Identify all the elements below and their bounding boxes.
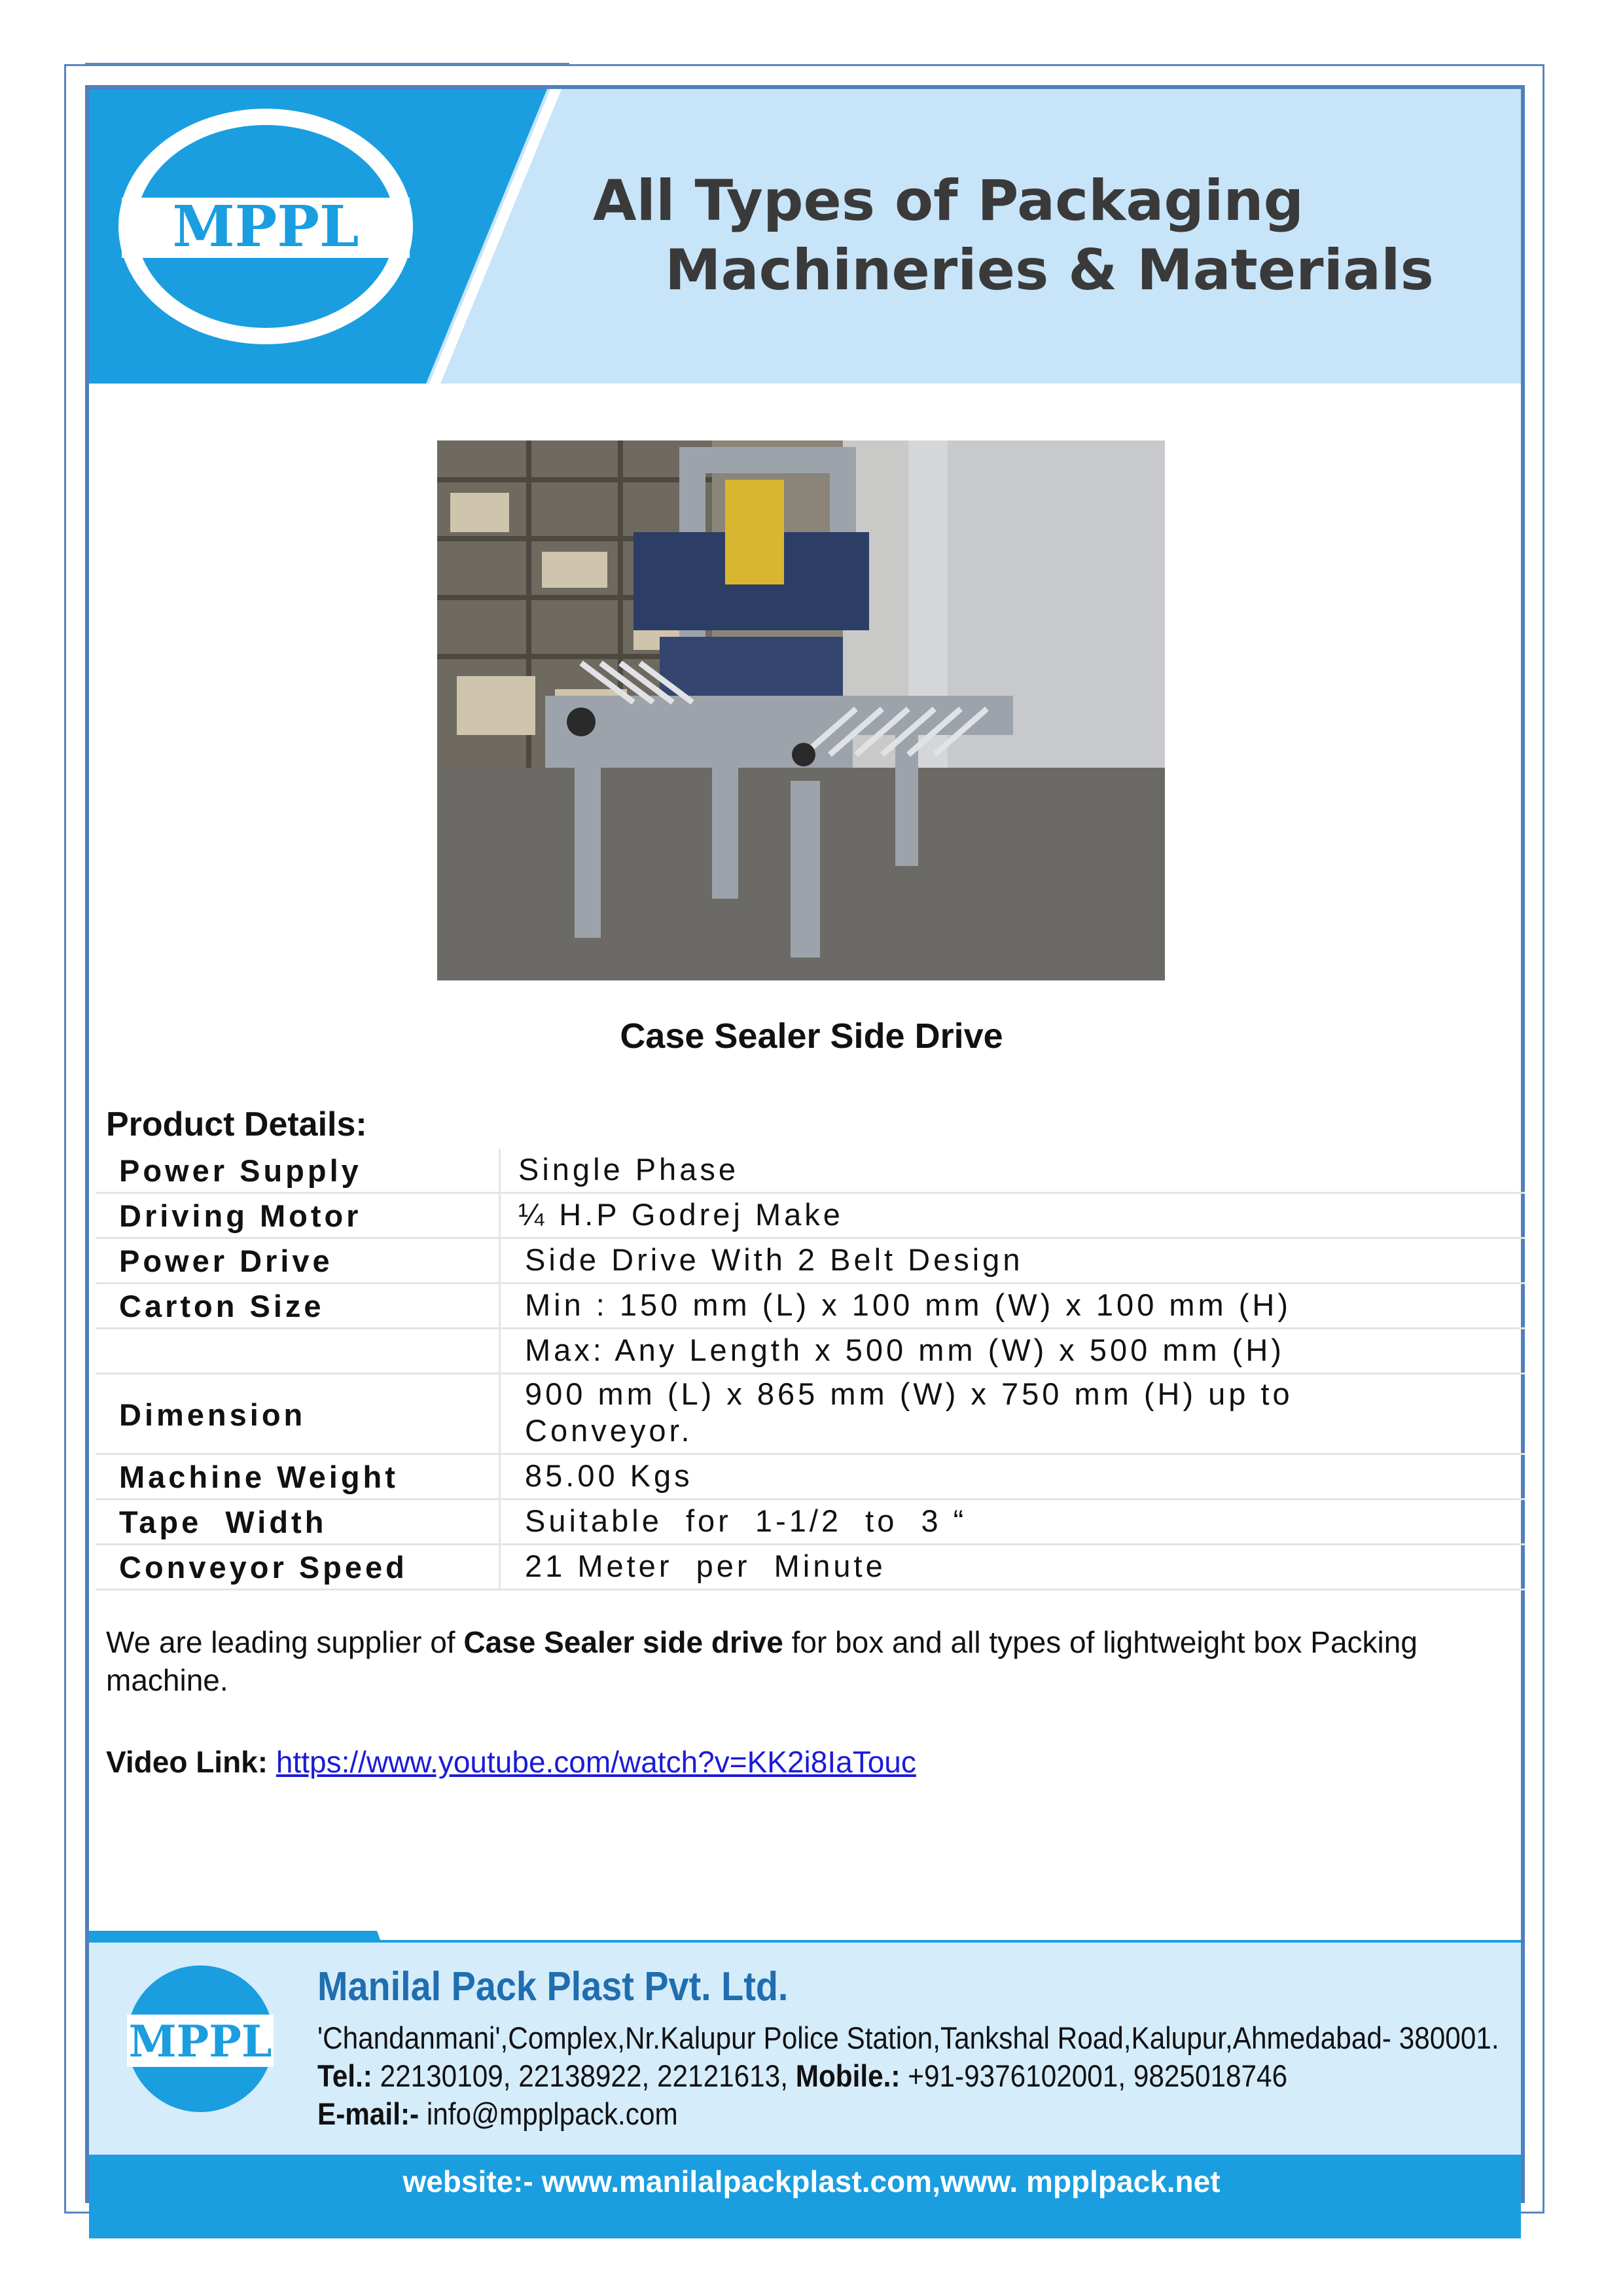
email-address[interactable]: info@mpplpack.com xyxy=(419,2096,678,2131)
page-inner-border xyxy=(85,85,1525,2203)
spec-row-power-supply xyxy=(96,1149,1525,1194)
spec-label: Power Supply xyxy=(119,1153,362,1188)
spec-label: Machine Weight xyxy=(119,1460,399,1494)
product-description xyxy=(106,1623,1513,1699)
spec-label: Dimension xyxy=(119,1397,306,1432)
spec-row-machine-weight xyxy=(96,1455,1525,1500)
description-product-name: Case Sealer side drive xyxy=(463,1625,783,1659)
description-prefix: We are leading supplier of xyxy=(106,1625,464,1659)
tel-label: Tel.: xyxy=(317,2058,372,2093)
spec-value: Side Drive With 2 Belt Design xyxy=(525,1242,1024,1277)
product-name: Case Sealer Side Drive xyxy=(620,1016,1003,1056)
header-title-line1: All Types of Packaging xyxy=(593,168,1304,234)
company-name: Manilal Pack Plast Pvt. Ltd. xyxy=(317,1964,789,2009)
tel-numbers: 22130109, 22138922, 22121613, xyxy=(372,2058,796,2093)
specs-table xyxy=(96,1149,1525,1590)
product-details-heading: Product Details: xyxy=(106,1105,367,1143)
website-text[interactable]: website:- www.manilalpackplast.com,www. mpplpack.net xyxy=(402,2164,1221,2198)
description-suffix: for box and all types of lightweight box Packing machine. xyxy=(106,1625,1418,1697)
spec-value: 85.00 Kgs xyxy=(525,1458,693,1493)
spec-value: Single Phase xyxy=(518,1152,739,1187)
logo-text: MPPL xyxy=(172,194,359,260)
spec-label: Carton Size xyxy=(119,1289,325,1323)
email-label: E-mail:- xyxy=(317,2096,419,2131)
spec-label: Tape Width xyxy=(119,1505,327,1539)
spec-row-conveyor-speed xyxy=(96,1545,1525,1590)
spec-row-tape-width xyxy=(96,1500,1525,1545)
header-banner xyxy=(89,89,1521,384)
video-link-line xyxy=(106,1744,916,1780)
company-email xyxy=(317,2096,678,2132)
video-link[interactable]: https://www.youtube.com/watch?v=KK2i8IaTouc xyxy=(276,1745,916,1779)
spec-label: Power Drive xyxy=(119,1244,333,1278)
footer-logo-text: MPPL xyxy=(128,2016,272,2067)
spec-row-carton-size-min xyxy=(96,1284,1525,1329)
company-address: 'Chandanmani',Complex,Nr.Kalupur Police Station,Tankshal Road,Kalupur,Ahmedabad- 380001. xyxy=(317,2020,1499,2055)
spec-value: Suitable for 1-1/2 to 3 “ xyxy=(525,1503,967,1538)
spec-value: Max: Any Length x 500 mm (W) x 500 mm (H) xyxy=(525,1333,1285,1367)
spec-value: 900 mm (L) x 865 mm (W) x 750 mm (H) up to Conveyor. xyxy=(525,1376,1293,1448)
spec-label: Driving Motor xyxy=(119,1198,362,1233)
spec-row-dimension xyxy=(96,1374,1525,1455)
company-phones xyxy=(317,2058,1287,2094)
header-title xyxy=(593,166,1434,305)
product-photo xyxy=(437,440,1165,980)
spec-row-carton-size-max xyxy=(96,1329,1525,1374)
header-title-line2: Machineries & Materials xyxy=(665,238,1434,303)
mppl-logo xyxy=(118,109,413,344)
spec-row-driving-motor xyxy=(96,1194,1525,1239)
mobile-label: Mobile.: xyxy=(795,2058,901,2093)
spec-label: Conveyor Speed xyxy=(119,1550,408,1585)
mobile-numbers: +91-9376102001, 9825018746 xyxy=(900,2058,1288,2093)
footer-mppl-logo xyxy=(127,1965,274,2112)
video-link-label: Video Link: xyxy=(106,1745,268,1779)
spec-row-power-drive xyxy=(96,1239,1525,1284)
spec-value: 21 Meter per Minute xyxy=(525,1549,886,1583)
spec-value: ¼ H.P Godrej Make xyxy=(518,1197,844,1232)
spec-value: Min : 150 mm (L) x 100 mm (W) x 100 mm (H) xyxy=(525,1287,1291,1322)
